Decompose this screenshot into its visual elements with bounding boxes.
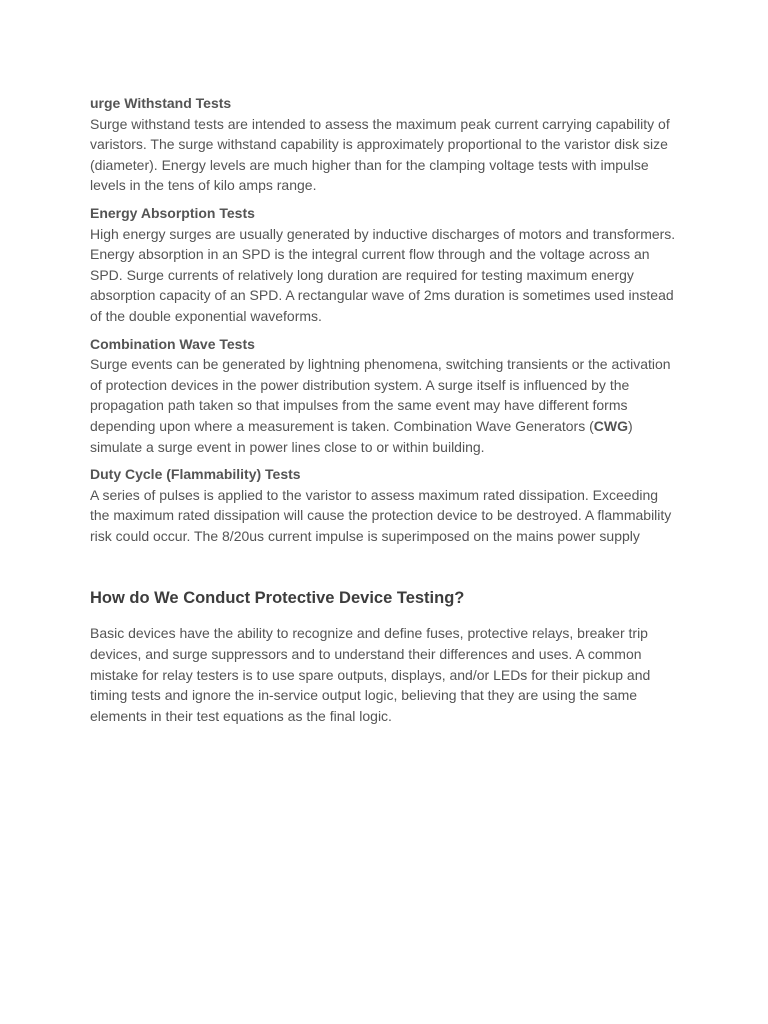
section-title: Duty Cycle (Flammability) Tests <box>90 466 301 483</box>
section-combination-wave-tests <box>90 334 680 458</box>
section-surge-withstand-tests <box>90 93 680 196</box>
intro-paragraph: Basic devices have the ability to recognize and define fuses, protective relays, breaker trip devices, and surge suppressors and to understand their differences and uses. A common mistake for relay testers is to use spare outputs, displays, and/or LEDs for their pickup and timing tests and ignore the in-service output logic, believing that they are using the same elements in their test equations as the final logic. <box>90 625 651 724</box>
body-text: ) simulate a surge event in power lines close to or within building. <box>90 417 633 455</box>
section-energy-absorption-tests <box>90 203 680 327</box>
section-body <box>90 354 680 457</box>
section-body: A series of pulses is applied to the varistor to assess maximum rated dissipation. Exceeding the maximum rated dissipation will cause the protection device to be destroyed. A flammability risk could occur. The 8/20us current impulse is superimposed on the mains power supply <box>90 486 672 544</box>
section-duty-cycle-tests <box>90 464 680 546</box>
section-body: Surge withstand tests are intended to assess the maximum peak current carrying capability of varistors. The surge withstand capability is approximately proportional to the varistor disk size (diameter). Energy levels are much higher than for the clamping voltage tests with impulse levels in the tens of kilo amps range. <box>90 115 670 194</box>
section-title: Energy Absorption Tests <box>90 204 255 221</box>
section-title: Combination Wave Tests <box>90 335 255 352</box>
section-body: High energy surges are usually generated by inductive discharges of motors and transformers. Energy absorption in an SPD is the integral current flow through and the voltage across an SPD. Surge currents of relatively long duration are required for testing maximum energy absorption capacity of an SPD. A rectangular wave of 2ms duration is sometimes used instead of the double exponential waveforms. <box>90 225 676 324</box>
section-title: urge Withstand Tests <box>90 95 232 111</box>
page-heading: How do We Conduct Protective Device Testing? <box>90 589 465 608</box>
cwg-abbreviation: CWG <box>593 417 628 434</box>
body-text: Surge events can be generated by lightning phenomena, switching transients or the activation of protection devices in the power distribution system. A surge itself is influenced by the propagation path taken so that impulses from the same event may have different forms depending upon where a measurement is taken. Combination Wave Generators ( <box>90 356 671 434</box>
document-page <box>90 93 680 726</box>
